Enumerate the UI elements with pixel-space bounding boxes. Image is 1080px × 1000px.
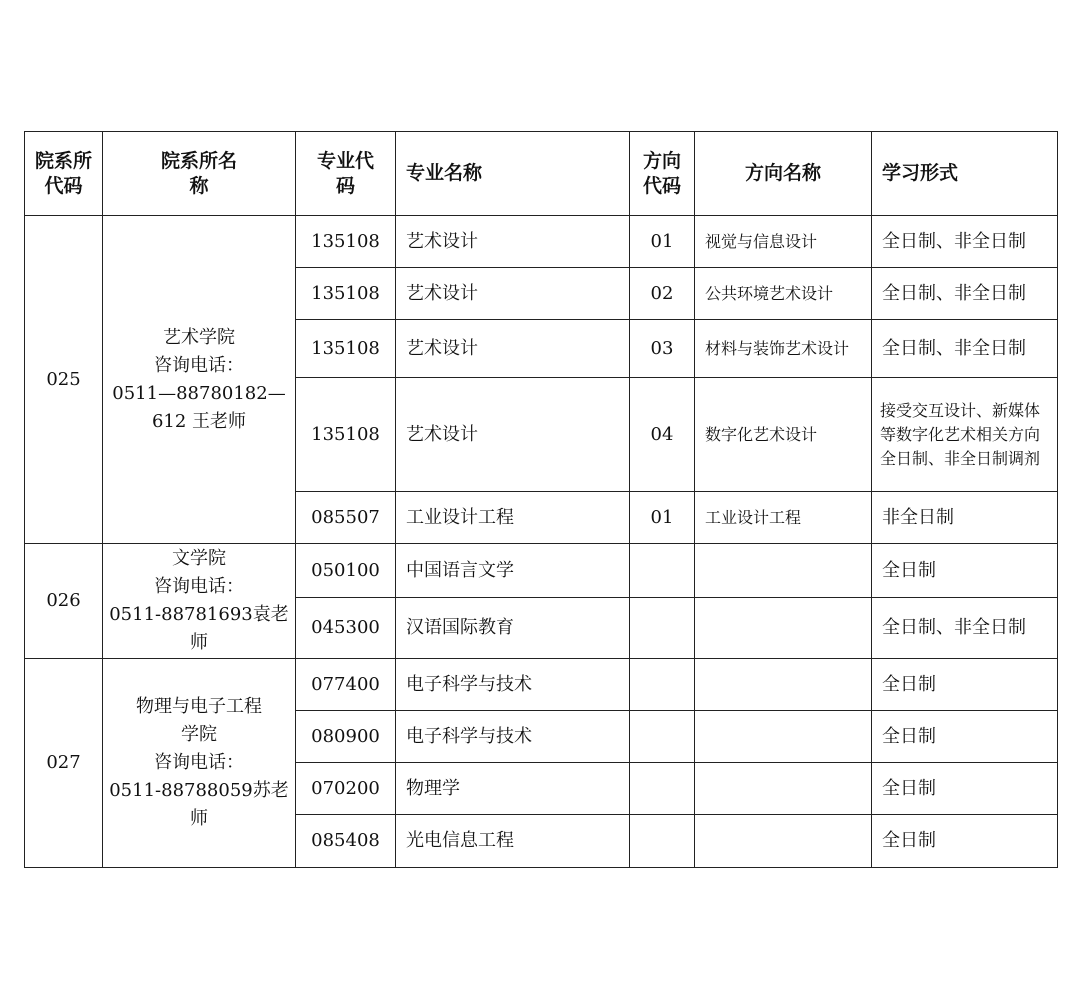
header-row [25,132,1058,216]
dir-code: 04 [630,378,695,492]
study-form: 全日制、非全日制 [872,320,1058,378]
major-code: 135108 [296,216,396,268]
major-name: 汉语国际教育 [396,598,630,659]
major-code: 080900 [296,711,396,763]
major-name: 电子科学与技术 [396,659,630,711]
dept-name-line: 艺术学院 [163,326,235,348]
major-name: 艺术设计 [396,268,630,320]
dept-name [103,659,296,868]
dept-name-line: 0511—88780182— [112,382,286,404]
major-code: 135108 [296,378,396,492]
dir-name: 工业设计工程 [695,492,872,544]
major-name: 物理学 [396,763,630,815]
major-name: 艺术设计 [396,216,630,268]
dir-code: 01 [630,216,695,268]
dept-name-line: 咨询电话： [154,752,244,773]
dept-code: 027 [25,659,103,868]
dir-name [695,763,872,815]
dir-code [630,763,695,815]
dir-code: 01 [630,492,695,544]
table-row [25,659,1058,711]
dir-name: 材料与装饰艺术设计 [695,320,872,378]
dept-name-line: 0511-88781693袁老 [109,604,289,625]
header-dept-name: 院系所名称 [103,132,296,216]
study-form: 全日制 [872,711,1058,763]
major-code: 070200 [296,763,396,815]
dept-name-line: 612 王老师 [151,410,247,432]
dir-name [695,544,872,598]
major-name: 光电信息工程 [396,815,630,868]
dept-code: 026 [25,544,103,659]
dir-name [695,598,872,659]
dir-code: 03 [630,320,695,378]
study-form: 全日制 [872,815,1058,868]
dir-name: 数字化艺术设计 [695,378,872,492]
dept-name-line: 物理与电子工程 [136,696,262,717]
major-code: 077400 [296,659,396,711]
dir-name: 公共环境艺术设计 [695,268,872,320]
dept-name-line: 师 [190,808,208,829]
table-row [25,544,1058,598]
dir-name [695,815,872,868]
dir-code [630,711,695,763]
header-major-name: 专业名称 [396,132,630,216]
admissions-table [24,131,1058,868]
study-form: 全日制 [872,659,1058,711]
major-code: 085507 [296,492,396,544]
study-form: 接受交互设计、新媒体等数字化艺术相关方向全日制、非全日制调剂 [872,378,1058,492]
study-form: 全日制 [872,544,1058,598]
dir-name: 视觉与信息设计 [695,216,872,268]
major-code: 135108 [296,268,396,320]
major-code: 045300 [296,598,396,659]
header-study-form: 学习形式 [872,132,1058,216]
dept-name-line: 0511-88788059苏老 [109,780,289,801]
dir-code [630,659,695,711]
major-name: 电子科学与技术 [396,711,630,763]
study-form: 全日制、非全日制 [872,598,1058,659]
header-major-code: 专业代码 [296,132,396,216]
dept-name-line: 文学院 [172,548,226,569]
major-code: 085408 [296,815,396,868]
dir-name [695,711,872,763]
header-dir-name: 方向名称 [695,132,872,216]
dir-name [695,659,872,711]
dept-name [103,216,296,544]
dept-name-line: 师 [190,632,208,653]
dir-code [630,598,695,659]
dept-name-line: 咨询电话： [154,576,244,597]
dept-code: 025 [25,216,103,544]
major-name: 工业设计工程 [396,492,630,544]
study-form: 全日制 [872,763,1058,815]
dir-code: 02 [630,268,695,320]
major-name: 艺术设计 [396,320,630,378]
header-dept-code: 院系所代码 [25,132,103,216]
dept-name-line: 咨询电话： [154,354,244,376]
header-dir-code: 方向代码 [630,132,695,216]
study-form: 全日制、非全日制 [872,268,1058,320]
major-code: 050100 [296,544,396,598]
dept-name-line: 学院 [181,724,217,745]
study-form: 全日制、非全日制 [872,216,1058,268]
dir-code [630,544,695,598]
study-form: 非全日制 [872,492,1058,544]
table-row [25,216,1058,268]
major-name: 中国语言文学 [396,544,630,598]
major-code: 135108 [296,320,396,378]
major-name: 艺术设计 [396,378,630,492]
dept-name [103,544,296,659]
dir-code [630,815,695,868]
